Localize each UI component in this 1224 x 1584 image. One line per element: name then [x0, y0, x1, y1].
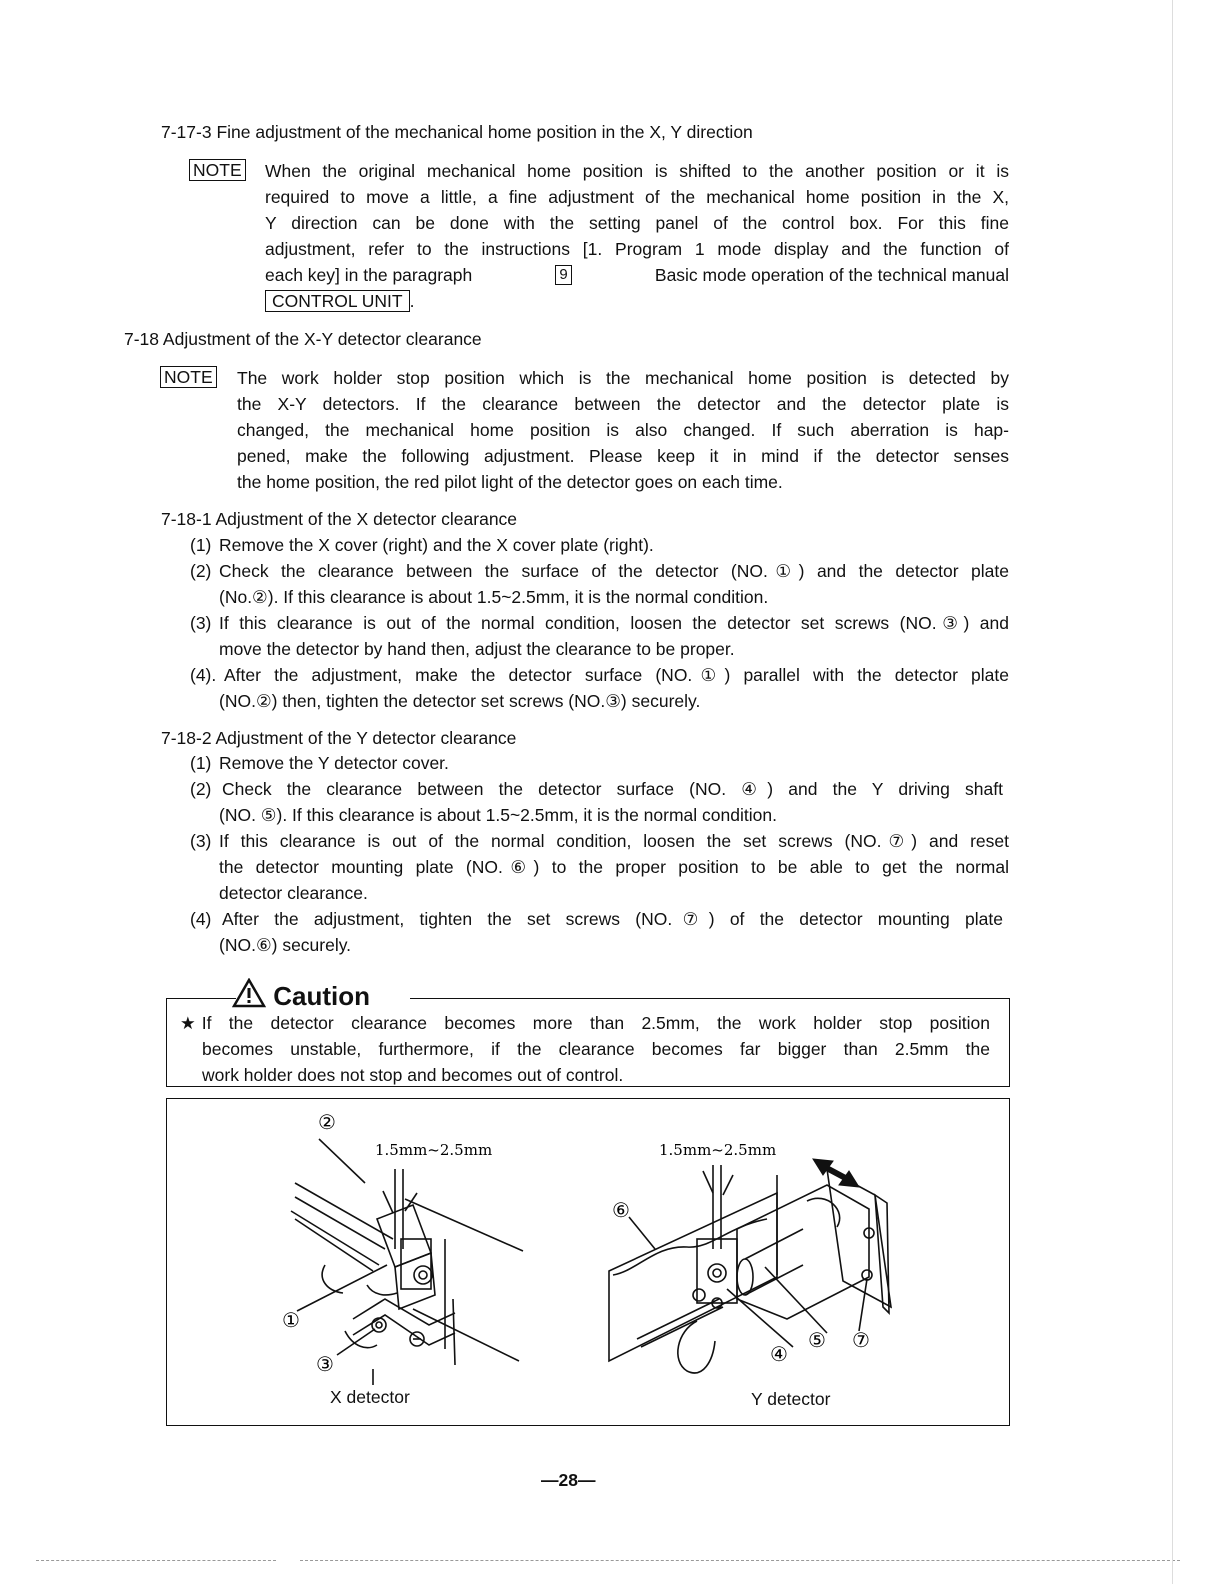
list-item: [219, 750, 1003, 776]
caution-line-1: [180, 1010, 990, 1036]
control-unit-box: CONTROL UNIT: [265, 290, 410, 312]
y-clearance-label: 1.5mm~2.5mm: [659, 1141, 777, 1159]
callout-label-6: ⑥: [612, 1198, 630, 1222]
note-line: the home position, the red pilot light of the detector goes on each time.: [237, 472, 783, 492]
page-number: —28—: [541, 1470, 596, 1490]
callout-label-7: ⑦: [852, 1328, 870, 1352]
star-icon: ★: [180, 1013, 196, 1033]
caution-line: work holder does not stop and becomes out of control.: [202, 1065, 624, 1085]
list-item-line: Check the clearance between the detector surface (NO. ④) and the Y driving shaft: [222, 779, 1003, 799]
note-line: required to move a little, a fine adjustment of the mechanical home position in the X,: [265, 187, 1009, 207]
section-7-18-1-heading: 7-18-1 Adjustment of the X detector clearance: [161, 509, 518, 529]
list-number: (2): [190, 561, 212, 581]
caution-heading: [232, 978, 370, 1012]
caution-text: [180, 1010, 990, 1088]
callout-label-1: ①: [282, 1308, 300, 1332]
list-number: (1): [190, 535, 212, 555]
end-period: .: [409, 291, 415, 311]
y-detector-caption: Y detector: [751, 1389, 831, 1409]
caution-title: Caution: [273, 981, 370, 1011]
note-line: the X-Y detectors. If the clearance between the detector and the detector plate is: [237, 394, 1009, 414]
list-number: (3): [190, 831, 212, 851]
note-line-5: [265, 262, 1009, 288]
list-item-line: If this clearance is out of the normal condition, loosen the set screws (NO.⑦) and reset: [219, 831, 1009, 851]
paragraph-number-box: 9: [555, 265, 571, 285]
note-line-6: [265, 288, 1009, 314]
list-item-line: Check the clearance between the surface of the detector (NO.①) and the detector plate: [219, 561, 1009, 581]
section-7-17-3-heading: 7-17-3 Fine adjustment of the mechanical home position in the X, Y direction: [161, 122, 753, 142]
note-line-5-a: each key] in the paragraph: [265, 265, 473, 285]
note-line: When the original mechanical home position is shifted to the another position or it is: [265, 161, 1009, 181]
callout-label-3: ③: [316, 1352, 334, 1376]
note-line: Y direction can be done with the setting panel of the control box. For this fine: [265, 213, 1009, 233]
note-line-5-b: Basic mode operation of the technical manual: [654, 265, 1009, 285]
double-arrow-icon: [813, 1159, 859, 1187]
list-item-line: (NO.②) then, tighten the detector set screws (NO.③) securely.: [219, 691, 701, 711]
callout-label-4: ④: [770, 1342, 788, 1366]
list-item-line: If this clearance is out of the normal condition, loosen the detector set screws (NO.③) and: [219, 613, 1009, 633]
scan-edge-vertical: [1172, 0, 1173, 1584]
x-detector-drawing: [291, 1139, 523, 1385]
list-item: [219, 558, 1009, 610]
list-item-line: (NO.⑥) securely.: [219, 935, 352, 955]
note-line: changed, the mechanical home position is also changed. If such aberration is hap-: [237, 420, 1009, 440]
list-item: [219, 828, 1009, 906]
list-item: [219, 532, 1009, 558]
list-number: (3): [190, 613, 212, 633]
list-number: (4): [190, 909, 212, 929]
scan-edge-line: [36, 1560, 276, 1561]
section-7-18-heading: 7-18 Adjustment of the X-Y detector clearance: [124, 329, 482, 349]
callout-label-2: ②: [318, 1110, 336, 1134]
list-item: [219, 776, 1003, 828]
note-label: NOTE: [189, 159, 246, 181]
note-text-7-18: [237, 365, 1009, 495]
list-item-line: (No.②). If this clearance is about 1.5~2.5mm, it is the normal condition.: [219, 587, 769, 607]
list-item-line: move the detector by hand then, adjust the clearance to be proper.: [219, 639, 735, 659]
list-item-line: Remove the Y detector cover.: [219, 753, 449, 773]
x-detector-caption: X detector: [330, 1387, 410, 1407]
list-item-line: detector clearance.: [219, 883, 368, 903]
x-clearance-label: 1.5mm~2.5mm: [375, 1141, 493, 1159]
note-line: The work holder stop position which is the mechanical home position is detected by: [237, 368, 1009, 388]
caution-line: If the detector clearance becomes more than 2.5mm, the work holder stop position: [201, 1013, 990, 1033]
y-detector-drawing: [609, 1165, 891, 1373]
list-item: [219, 610, 1009, 662]
note-text-7-17-3: [265, 158, 1009, 314]
note-label: NOTE: [160, 366, 217, 388]
figure-box: [166, 1098, 1010, 1426]
callout-label-5: ⑤: [808, 1328, 826, 1352]
list-item-line: the detector mounting plate (NO.⑥) to the proper position to be able to get the normal: [219, 857, 1009, 877]
list-item: [219, 662, 1009, 714]
note-line: pened, make the following adjustment. Please keep it in mind if the detector senses: [237, 446, 1009, 466]
section-7-18-2-heading: 7-18-2 Adjustment of the Y detector clearance: [161, 728, 517, 748]
caution-line: becomes unstable, furthermore, if the clearance becomes far bigger than 2.5mm the: [202, 1039, 990, 1059]
detector-illustration: [167, 1099, 1009, 1425]
list-item-line: After the adjustment, tighten the set screws (NO.⑦) of the detector mounting plate: [222, 909, 1003, 929]
note-line: adjustment, refer to the instructions [1. Program 1 mode display and the function of: [265, 239, 1009, 259]
list-item-line: Remove the X cover (right) and the X cover plate (right).: [219, 535, 654, 555]
list-number: (2): [190, 779, 212, 799]
warning-icon: [232, 978, 266, 1008]
list-item-line: (NO. ⑤). If this clearance is about 1.5~2.5mm, it is the normal condition.: [219, 805, 777, 825]
list-item: [219, 906, 1003, 958]
list-number: (4).: [190, 665, 217, 685]
scan-edge-line: [300, 1560, 1180, 1561]
list-number: (1): [190, 753, 212, 773]
list-item-line: After the adjustment, make the detector surface (NO.①) parallel with the detector plate: [224, 665, 1009, 685]
